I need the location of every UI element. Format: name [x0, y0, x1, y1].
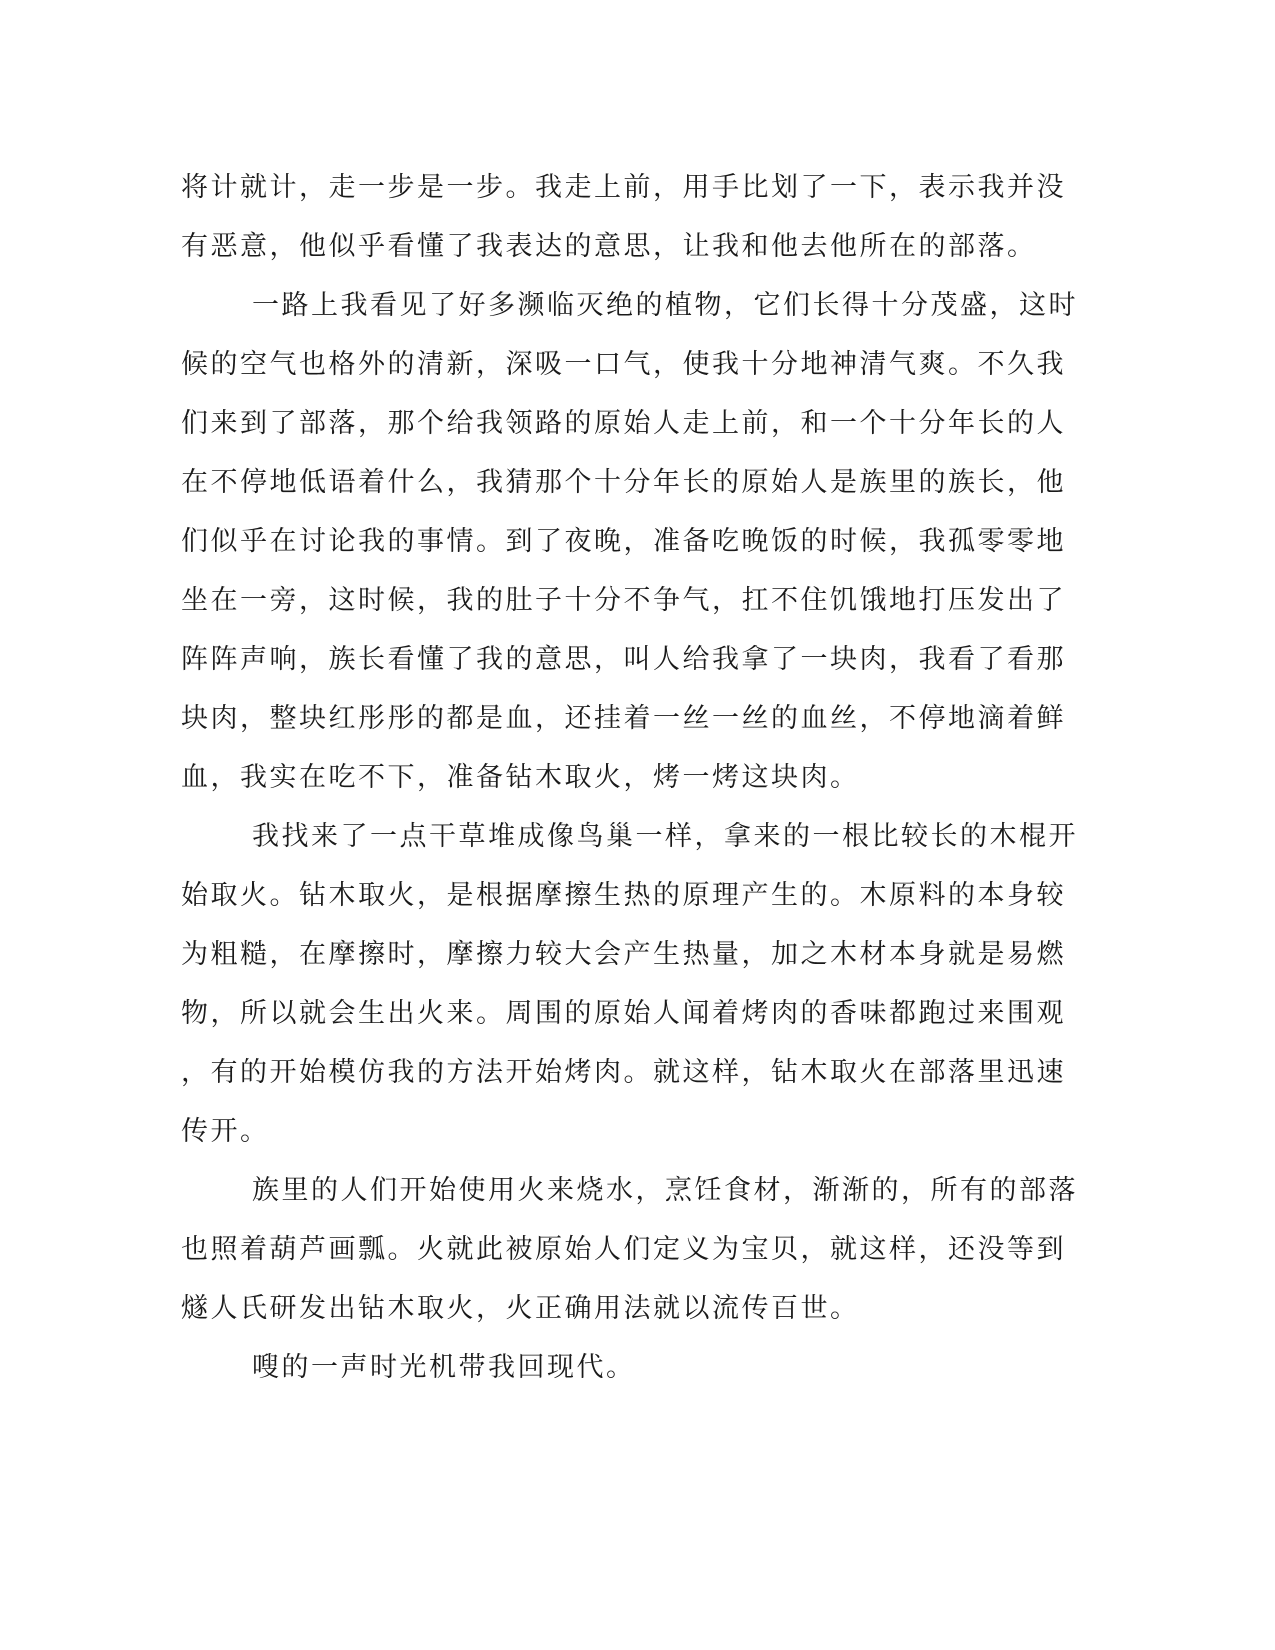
text-line: 一路上我看见了好多濒临灭绝的植物，它们长得十分茂盛，这时	[252, 290, 1078, 321]
text-line: 燧人氏研发出钻木取火，火正确用法就以流传百世。	[181, 1293, 860, 1324]
text-line: 块肉，整块红彤彤的都是血，还挂着一丝一丝的血丝，不停地滴着鲜	[181, 703, 1066, 734]
text-line: 传开。	[181, 1116, 270, 1147]
paragraph	[181, 158, 1066, 276]
text-line: 物，所以就会生出火来。周围的原始人闻着烤肉的香味都跑过来围观	[181, 998, 1066, 1029]
text-line: 血，我实在吃不下，准备钻木取火，烤一烤这块肉。	[181, 762, 860, 793]
text-line: ，有的开始模仿我的方法开始烤肉。就这样，钻木取火在部落里迅速	[181, 1057, 1066, 1088]
paragraph	[181, 1338, 1041, 1397]
text-line: 候的空气也格外的清新，深吸一口气，使我十分地神清气爽。不久我	[181, 349, 1066, 380]
paragraph	[181, 276, 1078, 807]
text-line: 有恶意，他似乎看懂了我表达的意思，让我和他去他所在的部落。	[181, 231, 1037, 262]
text-line: 坐在一旁，这时候，我的肚子十分不争气，扛不住饥饿地打压发出了	[181, 585, 1066, 616]
text-line: 们似乎在讨论我的事情。到了夜晚，准备吃晚饭的时候，我孤零零地	[181, 526, 1066, 557]
text-line: 族里的人们开始使用火来烧水，烹饪食材，渐渐的，所有的部落	[252, 1175, 1078, 1206]
text-line: 在不停地低语着什么，我猜那个十分年长的原始人是族里的族长，他	[181, 467, 1066, 498]
text-line: 将计就计，走一步是一步。我走上前，用手比划了一下，表示我并没	[181, 172, 1066, 203]
text-line: 为粗糙，在摩擦时，摩擦力较大会产生热量，加之木材本身就是易燃	[181, 939, 1066, 970]
document-body	[181, 158, 1078, 1397]
paragraph	[181, 807, 1078, 1161]
text-line: 始取火。钻木取火，是根据摩擦生热的原理产生的。木原料的本身较	[181, 880, 1066, 911]
text-line: 们来到了部落，那个给我领路的原始人走上前，和一个十分年长的人	[181, 408, 1066, 439]
text-line: 我找来了一点干草堆成像鸟巢一样，拿来的一根比较长的木棍开	[252, 821, 1078, 852]
text-line: 嗖的一声时光机带我回现代。	[252, 1352, 636, 1383]
text-line: 阵阵声响，族长看懂了我的意思，叫人给我拿了一块肉，我看了看那	[181, 644, 1066, 675]
paragraph	[181, 1161, 1078, 1338]
text-line: 也照着葫芦画瓢。火就此被原始人们定义为宝贝，就这样，还没等到	[181, 1234, 1066, 1265]
